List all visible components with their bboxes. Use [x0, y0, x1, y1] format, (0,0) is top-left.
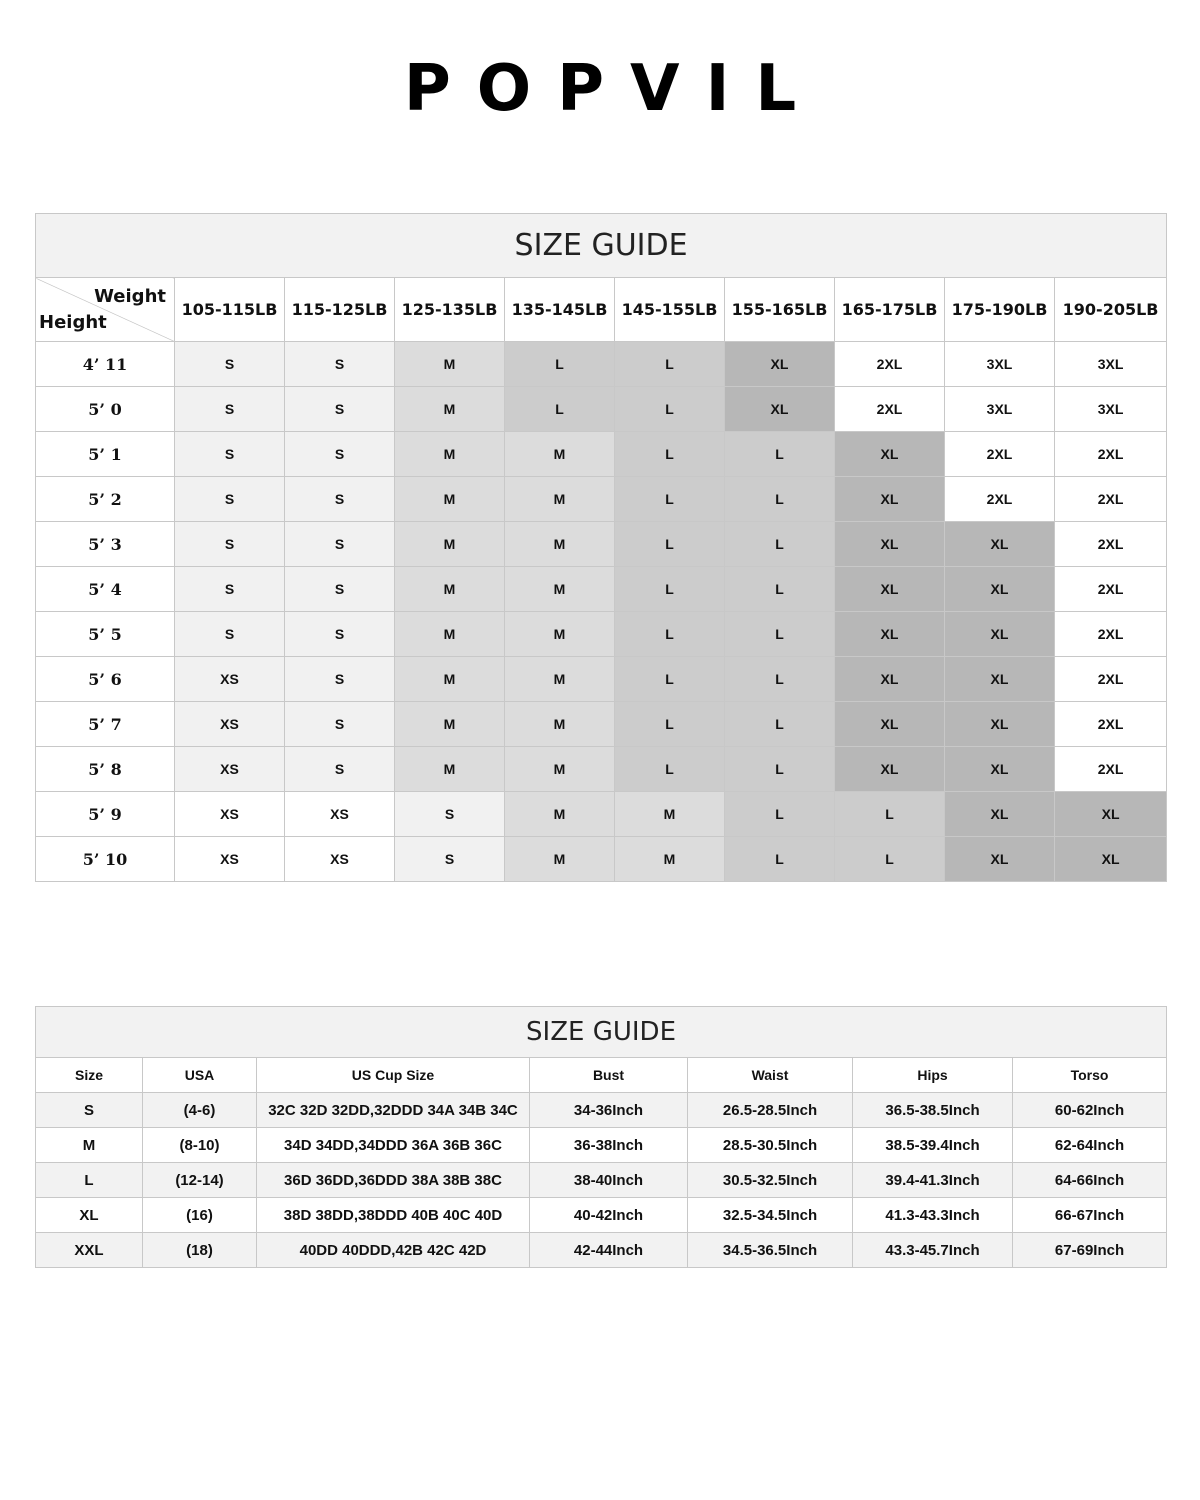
size-cell: S — [175, 567, 285, 612]
brand-logo: POPVIL — [403, 52, 823, 126]
size-cell: XL — [835, 657, 945, 702]
size-cell: L — [725, 702, 835, 747]
size-cell: S — [175, 342, 285, 387]
size-cell: L — [615, 612, 725, 657]
size-cell: XL — [835, 567, 945, 612]
size-cell: M — [395, 567, 505, 612]
table-row — [36, 792, 1167, 837]
weight-header: 105-115LB — [175, 278, 285, 342]
size-cell: S — [175, 612, 285, 657]
table-row — [36, 342, 1167, 387]
weight-header: 155-165LB — [725, 278, 835, 342]
table-row — [36, 1128, 1167, 1163]
size-cell: XL — [945, 747, 1055, 792]
table-cell: 28.5-30.5Inch — [688, 1128, 853, 1163]
size-cell: S — [285, 747, 395, 792]
table-cell: 38-40Inch — [530, 1163, 688, 1198]
size-cell: XS — [175, 657, 285, 702]
size-cell: M — [505, 612, 615, 657]
size-cell: M — [395, 612, 505, 657]
size-cell: 2XL — [1055, 657, 1167, 702]
height-cell: 5’ 9 — [36, 792, 175, 837]
size-cell: XL — [945, 657, 1055, 702]
size-cell: L — [725, 477, 835, 522]
table-cell: (18) — [143, 1233, 257, 1268]
size-cell: S — [285, 522, 395, 567]
size-cell: 2XL — [1055, 567, 1167, 612]
table-row — [36, 1093, 1167, 1128]
size-cell: L — [615, 342, 725, 387]
size-cell: XL — [945, 837, 1055, 882]
height-cell: 5’ 7 — [36, 702, 175, 747]
size-cell: XL — [945, 612, 1055, 657]
size-cell: L — [725, 792, 835, 837]
size-cell: L — [615, 747, 725, 792]
size-cell: L — [725, 747, 835, 792]
size-cell: XL — [835, 432, 945, 477]
size-cell: M — [615, 837, 725, 882]
column-header: Bust — [530, 1058, 688, 1093]
table-cell: 36-38Inch — [530, 1128, 688, 1163]
table-cell: 64-66Inch — [1013, 1163, 1167, 1198]
table-cell: (4-6) — [143, 1093, 257, 1128]
size-cell: L — [835, 792, 945, 837]
size-cell: L — [505, 342, 615, 387]
height-cell: 5’ 1 — [36, 432, 175, 477]
size-cell: S — [285, 702, 395, 747]
size-guide-title: SIZE GUIDE — [36, 214, 1167, 278]
table-cell: 38.5-39.4Inch — [853, 1128, 1013, 1163]
size-cell: L — [615, 567, 725, 612]
weight-header: 175-190LB — [945, 278, 1055, 342]
table-cell: 34-36Inch — [530, 1093, 688, 1128]
weight-header: 190-205LB — [1055, 278, 1167, 342]
size-cell: XL — [835, 477, 945, 522]
height-cell: 5’ 3 — [36, 522, 175, 567]
size-cell: XS — [175, 837, 285, 882]
size-cell: 2XL — [1055, 522, 1167, 567]
size-cell: S — [285, 477, 395, 522]
size-cell: 2XL — [1055, 477, 1167, 522]
table-cell: M — [36, 1128, 143, 1163]
table-cell: 34.5-36.5Inch — [688, 1233, 853, 1268]
size-cell: S — [175, 432, 285, 477]
size-cell: 3XL — [1055, 342, 1167, 387]
table-cell: 67-69Inch — [1013, 1233, 1167, 1268]
size-cell: 2XL — [1055, 612, 1167, 657]
table-cell: (12-14) — [143, 1163, 257, 1198]
size-cell: L — [725, 612, 835, 657]
table-cell: XXL — [36, 1233, 143, 1268]
size-cell: XL — [835, 522, 945, 567]
size-cell: S — [285, 567, 395, 612]
size-cell: S — [395, 837, 505, 882]
size-cell: S — [285, 342, 395, 387]
table-cell: 43.3-45.7Inch — [853, 1233, 1013, 1268]
size-cell: XL — [945, 792, 1055, 837]
size-cell: L — [725, 432, 835, 477]
size-cell: XL — [835, 747, 945, 792]
size-cell: 2XL — [1055, 747, 1167, 792]
size-cell: L — [725, 522, 835, 567]
size-cell: 2XL — [1055, 702, 1167, 747]
size-cell: M — [395, 387, 505, 432]
size-cell: L — [725, 837, 835, 882]
size-cell: S — [395, 792, 505, 837]
size-cell: XL — [835, 612, 945, 657]
table-row — [36, 612, 1167, 657]
size-cell: L — [615, 657, 725, 702]
size-cell: L — [725, 657, 835, 702]
height-cell: 5’ 4 — [36, 567, 175, 612]
height-cell: 5’ 8 — [36, 747, 175, 792]
size-cell: 3XL — [945, 387, 1055, 432]
table-cell: 36.5-38.5Inch — [853, 1093, 1013, 1128]
size-cell: 2XL — [835, 342, 945, 387]
table-row — [36, 1198, 1167, 1233]
table-row — [36, 387, 1167, 432]
size-cell: XL — [945, 702, 1055, 747]
size-cell: M — [395, 702, 505, 747]
size-cell: M — [395, 477, 505, 522]
table-cell: 40DD 40DDD,42B 42C 42D — [257, 1233, 530, 1268]
table-cell: 40-42Inch — [530, 1198, 688, 1233]
weight-label: Weight — [94, 286, 166, 307]
table-row — [36, 1233, 1167, 1268]
size-cell: XS — [175, 792, 285, 837]
size-cell: S — [285, 657, 395, 702]
table-row — [36, 702, 1167, 747]
table-row — [36, 747, 1167, 792]
size-cell: S — [175, 387, 285, 432]
size-cell: M — [505, 477, 615, 522]
height-cell: 5’ 6 — [36, 657, 175, 702]
size-cell: 2XL — [945, 477, 1055, 522]
table-row — [36, 657, 1167, 702]
table-cell: 32.5-34.5Inch — [688, 1198, 853, 1233]
size-cell: L — [615, 387, 725, 432]
column-header: Torso — [1013, 1058, 1167, 1093]
size-cell: S — [285, 612, 395, 657]
weight-header: 125-135LB — [395, 278, 505, 342]
size-cell: L — [615, 477, 725, 522]
size-cell: S — [175, 477, 285, 522]
table-cell: XL — [36, 1198, 143, 1233]
column-header: Waist — [688, 1058, 853, 1093]
table-cell: 42-44Inch — [530, 1233, 688, 1268]
table-row — [36, 567, 1167, 612]
table-cell: L — [36, 1163, 143, 1198]
table-cell: S — [36, 1093, 143, 1128]
size-cell: L — [615, 702, 725, 747]
size-cell: M — [395, 522, 505, 567]
size-cell: L — [615, 522, 725, 567]
column-header: US Cup Size — [257, 1058, 530, 1093]
table-row — [36, 837, 1167, 882]
height-cell: 5’ 10 — [36, 837, 175, 882]
weight-header: 165-175LB — [835, 278, 945, 342]
table-cell: 39.4-41.3Inch — [853, 1163, 1013, 1198]
table-cell: 26.5-28.5Inch — [688, 1093, 853, 1128]
measurement-table — [35, 1006, 1167, 1268]
table-cell: 66-67Inch — [1013, 1198, 1167, 1233]
size-cell: XL — [945, 522, 1055, 567]
size-cell: L — [725, 567, 835, 612]
table-cell: 38D 38DD,38DDD 40B 40C 40D — [257, 1198, 530, 1233]
size-cell: M — [505, 522, 615, 567]
size-cell: M — [505, 837, 615, 882]
height-cell: 5’ 0 — [36, 387, 175, 432]
table-row — [36, 477, 1167, 522]
size-cell: L — [615, 432, 725, 477]
table-row — [36, 432, 1167, 477]
size-cell: M — [505, 657, 615, 702]
size-cell: XL — [725, 342, 835, 387]
size-cell: XS — [285, 837, 395, 882]
table-cell: 41.3-43.3Inch — [853, 1198, 1013, 1233]
height-cell: 5’ 2 — [36, 477, 175, 522]
size-cell: XL — [835, 702, 945, 747]
size-cell: 3XL — [945, 342, 1055, 387]
size-cell: XL — [945, 567, 1055, 612]
column-header: Hips — [853, 1058, 1013, 1093]
size-cell: M — [395, 342, 505, 387]
height-cell: 4’ 11 — [36, 342, 175, 387]
size-cell: S — [175, 522, 285, 567]
column-header: USA — [143, 1058, 257, 1093]
size-cell: M — [395, 747, 505, 792]
size-cell: M — [615, 792, 725, 837]
table-cell: (16) — [143, 1198, 257, 1233]
table-cell: 30.5-32.5Inch — [688, 1163, 853, 1198]
table-cell: 62-64Inch — [1013, 1128, 1167, 1163]
weight-header: 145-155LB — [615, 278, 725, 342]
height-cell: 5’ 5 — [36, 612, 175, 657]
size-cell: XL — [1055, 837, 1167, 882]
table-cell: 60-62Inch — [1013, 1093, 1167, 1128]
height-label: Height — [39, 312, 107, 333]
size-cell: L — [835, 837, 945, 882]
size-cell: XS — [175, 702, 285, 747]
size-cell: M — [505, 567, 615, 612]
size-cell: M — [505, 792, 615, 837]
size-cell: S — [285, 432, 395, 477]
size-cell: M — [395, 657, 505, 702]
corner-header — [36, 278, 175, 342]
size-cell: XL — [1055, 792, 1167, 837]
size-cell: M — [505, 747, 615, 792]
size-cell: 3XL — [1055, 387, 1167, 432]
size-cell: XS — [175, 747, 285, 792]
column-header: Size — [36, 1058, 143, 1093]
weight-header: 115-125LB — [285, 278, 395, 342]
size-guide-title-2: SIZE GUIDE — [36, 1007, 1167, 1058]
table-row — [36, 1163, 1167, 1198]
size-cell: XS — [285, 792, 395, 837]
table-cell: 32C 32D 32DD,32DDD 34A 34B 34C — [257, 1093, 530, 1128]
size-cell: S — [285, 387, 395, 432]
size-cell: XL — [725, 387, 835, 432]
size-cell: 2XL — [835, 387, 945, 432]
size-cell: 2XL — [1055, 432, 1167, 477]
size-cell: L — [505, 387, 615, 432]
size-cell: M — [505, 432, 615, 477]
table-cell: (8-10) — [143, 1128, 257, 1163]
height-weight-size-table — [35, 213, 1167, 882]
table-cell: 36D 36DD,36DDD 38A 38B 38C — [257, 1163, 530, 1198]
table-cell: 34D 34DD,34DDD 36A 36B 36C — [257, 1128, 530, 1163]
size-cell: M — [505, 702, 615, 747]
size-cell: 2XL — [945, 432, 1055, 477]
size-cell: M — [395, 432, 505, 477]
table-row — [36, 522, 1167, 567]
weight-header: 135-145LB — [505, 278, 615, 342]
